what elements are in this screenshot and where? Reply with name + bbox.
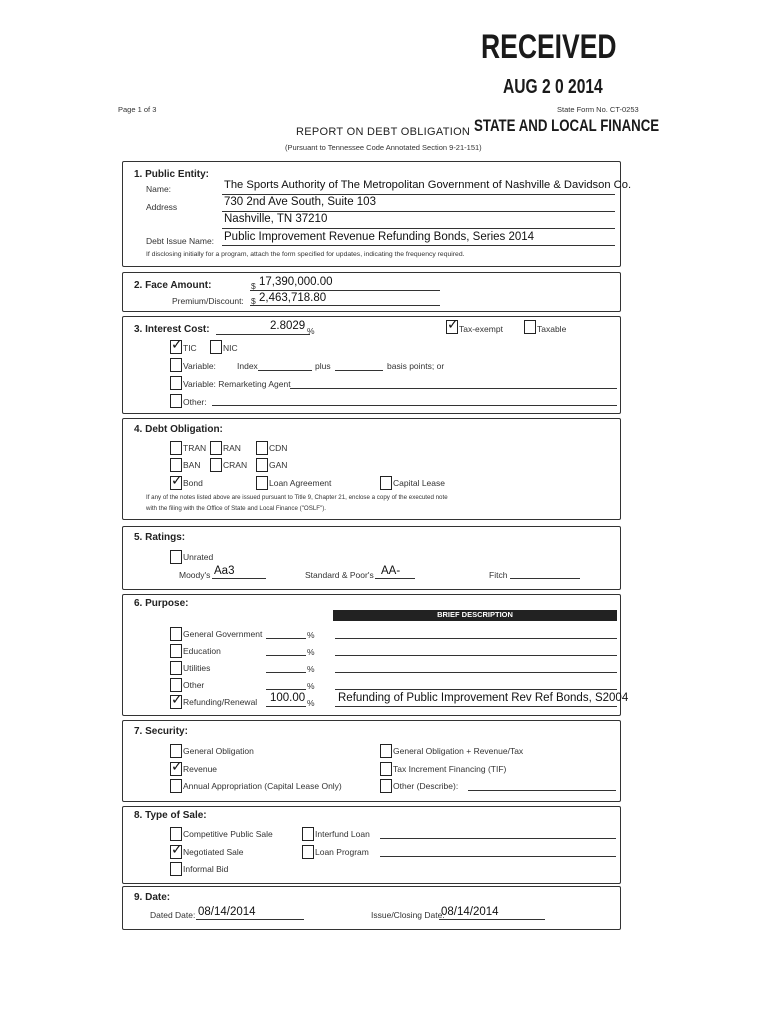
informal-bid-checkbox[interactable] (170, 862, 182, 876)
refunding-description: Refunding of Public Improvement Rev Ref Bonds, S2004 (338, 692, 629, 704)
annual-appropriation-label: Annual Appropriation (Capital Lease Only) (183, 781, 342, 791)
refunding-label: Refunding/Renewal (183, 697, 258, 707)
tic-checkbox[interactable] (170, 340, 182, 354)
loan-program-label: Loan Program (315, 847, 369, 857)
ban-label: BAN (183, 460, 201, 470)
currency-symbol: $ (251, 281, 256, 291)
loan-agreement-label: Loan Agreement (269, 478, 332, 488)
notes-instruction: with the filing with the Office of State and Local Finance ("OSLF"). (146, 505, 327, 512)
other-purpose-label: Other (183, 680, 205, 690)
index-label: Index (237, 361, 258, 371)
tic-label: TIC (183, 343, 197, 353)
section-title: 1. Public Entity: (134, 169, 210, 180)
section-title: 9. Date: (134, 892, 171, 903)
percent-sign: % (307, 647, 315, 657)
go-revenue-checkbox[interactable] (380, 744, 392, 758)
nic-checkbox[interactable] (210, 340, 222, 354)
tif-label: Tax Increment Financing (TIF) (393, 764, 507, 774)
remarketing-checkbox[interactable] (170, 376, 182, 390)
variable-label: Variable: (183, 361, 216, 371)
department-stamp: STATE AND LOCAL FINANCE (474, 116, 660, 135)
received-date-stamp: AUG 2 0 2014 (503, 76, 603, 98)
sp-rating: AA- (381, 565, 401, 577)
face-amount-value: 17,390,000.00 (259, 276, 333, 288)
other-purpose-checkbox[interactable] (170, 678, 182, 692)
section-title: 8. Type of Sale: (134, 810, 207, 821)
revenue-label: Revenue (183, 764, 218, 774)
other-security-label: Other (Describe): (393, 781, 459, 791)
nic-label: NIC (223, 343, 238, 353)
disclosure-note: If disclosing initially for a program, attach the form specified for updates, indicating the frequency required. (146, 251, 465, 258)
closing-date: 08/14/2014 (441, 906, 499, 918)
notes-instruction: If any of the notes listed above are issued pursuant to Title 9, Chapter 21, enclose a copy of the executed note (146, 494, 448, 501)
general-obligation-checkbox[interactable] (170, 744, 182, 758)
cran-label: CRAN (223, 460, 248, 470)
ban-checkbox[interactable] (170, 458, 182, 472)
other-security-checkbox[interactable] (380, 779, 392, 793)
section-title: 7. Security: (134, 726, 188, 737)
competitive-sale-checkbox[interactable] (170, 827, 182, 841)
basis-points-label: basis points; or (387, 361, 445, 371)
section-title: 4. Debt Obligation: (134, 424, 223, 435)
utilities-label: Utilities (183, 663, 211, 673)
unrated-label: Unrated (183, 552, 214, 562)
cran-checkbox[interactable] (210, 458, 222, 472)
currency-symbol: $ (251, 296, 256, 306)
percent-sign: % (307, 681, 315, 691)
negotiated-sale-label: Negotiated Sale (183, 847, 244, 857)
form-number: State Form No. CT-0253 (557, 105, 639, 114)
bond-label: Bond (183, 478, 203, 488)
page-title: REPORT ON DEBT OBLIGATION (296, 126, 471, 138)
section-title: 2. Face Amount: (134, 280, 212, 291)
education-label: Education (183, 646, 221, 656)
dated-date: 08/14/2014 (198, 906, 256, 918)
revenue-checkbox[interactable] (170, 762, 182, 776)
tif-checkbox[interactable] (380, 762, 392, 776)
address-label: Address (146, 202, 178, 212)
tran-checkbox[interactable] (170, 441, 182, 455)
loan-agreement-checkbox[interactable] (256, 476, 268, 490)
other-label: Other: (183, 397, 207, 407)
taxable-label: Taxable (537, 324, 567, 334)
brief-description-header: BRIEF DESCRIPTION (333, 610, 617, 621)
cdn-checkbox[interactable] (256, 441, 268, 455)
address-line-2: Nashville, TN 37210 (224, 213, 328, 225)
fitch-label: Fitch (489, 570, 508, 580)
section-title: 6. Purpose: (134, 598, 189, 609)
education-checkbox[interactable] (170, 644, 182, 658)
remarketing-label: Variable: Remarketing Agent (183, 379, 291, 389)
gan-label: GAN (269, 460, 288, 470)
premium-label: Premium/Discount: (172, 296, 244, 306)
capital-lease-label: Capital Lease (393, 478, 445, 488)
dated-date-label: Dated Date: (150, 910, 196, 920)
percent-sign: % (307, 326, 315, 336)
section-title: 3. Interest Cost: (134, 324, 210, 335)
section-date (122, 886, 621, 930)
premium-value: 2,463,718.80 (259, 292, 327, 304)
tax-exempt-label: Tax-exempt (459, 324, 503, 334)
informal-bid-label: Informal Bid (183, 864, 229, 874)
section-face-amount (122, 272, 621, 312)
interfund-loan-label: Interfund Loan (315, 829, 370, 839)
entity-name: The Sports Authority of The Metropolitan Government of Nashville & Davidson Co. (224, 179, 632, 191)
utilities-checkbox[interactable] (170, 661, 182, 675)
debt-issue-label: Debt Issue Name: (146, 236, 215, 246)
variable-checkbox[interactable] (170, 358, 182, 372)
interfund-loan-checkbox[interactable] (302, 827, 314, 841)
percent-sign: % (307, 664, 315, 674)
refunding-percent: 100.00 (270, 692, 306, 704)
refunding-checkbox[interactable] (170, 695, 182, 709)
annual-appropriation-checkbox[interactable] (170, 779, 182, 793)
sp-label: Standard & Poor's (305, 570, 374, 580)
page-subtitle: (Pursuant to Tennessee Code Annotated Section 9-21-151) (285, 143, 482, 152)
loan-program-checkbox[interactable] (302, 845, 314, 859)
percent-sign: % (307, 630, 315, 640)
ran-checkbox[interactable] (210, 441, 222, 455)
closing-date-label: Issue/Closing Date: (371, 910, 445, 920)
name-label: Name: (146, 184, 172, 194)
cdn-label: CDN (269, 443, 288, 453)
other-interest-checkbox[interactable] (170, 394, 182, 408)
address-line-1: 730 2nd Ave South, Suite 103 (224, 196, 376, 208)
general-government-checkbox[interactable] (170, 627, 182, 641)
taxable-checkbox[interactable] (524, 320, 536, 334)
general-obligation-label: General Obligation (183, 746, 254, 756)
received-stamp: RECEIVED (481, 28, 617, 66)
gan-checkbox[interactable] (256, 458, 268, 472)
tran-label: TRAN (183, 443, 207, 453)
capital-lease-checkbox[interactable] (380, 476, 392, 490)
tax-exempt-checkbox[interactable] (446, 320, 458, 334)
debt-issue-name: Public Improvement Revenue Refunding Bonds, Series 2014 (224, 231, 535, 243)
negotiated-sale-checkbox[interactable] (170, 845, 182, 859)
section-title: 5. Ratings: (134, 532, 186, 543)
ran-label: RAN (223, 443, 241, 453)
go-revenue-label: General Obligation + Revenue/Tax (393, 746, 524, 756)
interest-rate: 2.8029 (270, 320, 306, 332)
bond-checkbox[interactable] (170, 476, 182, 490)
page-number: Page 1 of 3 (118, 105, 157, 114)
plus-label: plus (315, 361, 331, 371)
moodys-label: Moody's (179, 570, 211, 580)
moodys-rating: Aa3 (214, 565, 235, 577)
unrated-checkbox[interactable] (170, 550, 182, 564)
percent-sign: % (307, 698, 315, 708)
general-government-label: General Government (183, 629, 263, 639)
competitive-sale-label: Competitive Public Sale (183, 829, 273, 839)
